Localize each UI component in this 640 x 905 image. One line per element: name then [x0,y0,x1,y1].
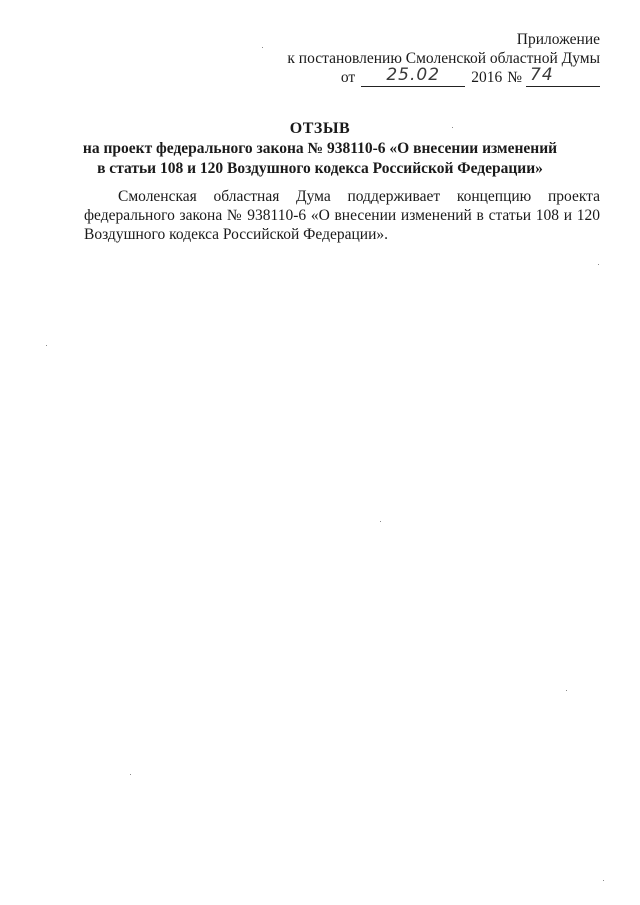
heading-block [0,119,640,179]
body-paragraph: Смоленская областная Дума поддерживает концепцию проекта федерального закона № 938110-6 «О внесении изменений в статьи 108 и 120 Воздушного кодекса Российской Федерации». [84,188,600,243]
scan-speck [566,690,567,691]
date-prefix: от [340,69,356,86]
document-subtitle-line2: в статьи 108 и 120 Воздушного кодекса Российской Федерации» [97,160,543,177]
scan-speck [598,264,599,265]
scan-speck [603,880,604,881]
appendix-block [287,30,600,87]
date-blank [361,65,465,87]
document-title: ОТЗЫВ [289,120,351,137]
appendix-date-line [340,65,600,87]
scan-speck [452,127,453,128]
scan-speck [380,521,381,522]
handwritten-date: 25.02 [386,65,441,85]
scan-speck [46,345,47,346]
handwritten-number: 74 [530,65,554,85]
scan-speck [130,774,131,775]
scan-speck [262,47,263,48]
appendix-resolution: к постановлению Смоленской областной Думы [287,50,600,67]
appendix-title: Приложение [516,31,600,48]
document-subtitle-line1: на проект федерального закона № 938110-6 «О внесении изменений [82,140,558,157]
number-blank [526,65,600,87]
year: 2016 [471,69,503,86]
number-prefix: № [507,69,522,86]
